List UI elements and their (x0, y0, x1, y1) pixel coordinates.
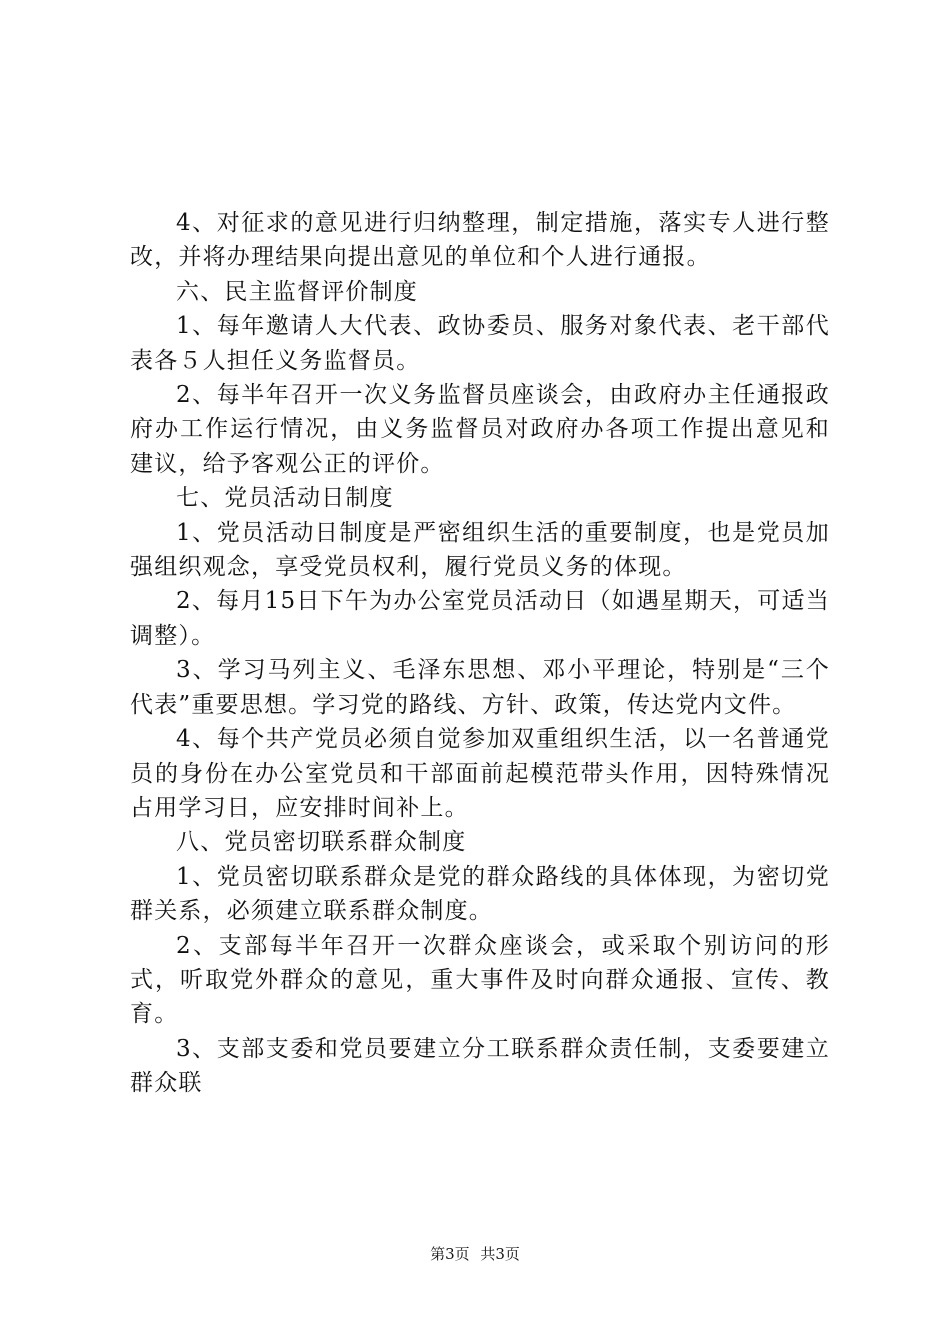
section-heading: 六、民主监督评价制度 (176, 278, 418, 305)
paragraph: 2、支部每半年召开一次群众座谈会，或采取个别访问的形式，听取党外群众的意见，重大事件及时向群众通报、宣传、教育。 (130, 932, 830, 1028)
page-footer (0, 1244, 950, 1264)
paragraph: 2、每月15日下午为办公室党员活动日（如遇星期天，可适当调整）。 (130, 588, 830, 649)
paragraph: 2、每半年召开一次义务监督员座谈会，由政府办主任通报政府办工作运行情况，由义务监督员对政府办各项工作提出意见和建议，给予客观公正的评价。 (130, 382, 830, 477)
paragraph: 4、每个共产党员必须自觉参加双重组织生活，以一名普通党员的身份在办公室党员和干部面前起模范带头作用，因特殊情况占用学习日，应安排时间补上。 (130, 726, 830, 821)
paragraph: 1、党员活动日制度是严密组织生活的重要制度，也是党员加强组织观念，享受党员权利，履行党员义务的体现。 (130, 519, 830, 581)
section-heading: 八、党员密切联系群众制度 (176, 829, 467, 856)
paragraph: 3、支部支委和党员要建立分工联系群众责任制，支委要建立群众联 (130, 1035, 830, 1097)
paragraph: 1、每年邀请人大代表、政协委员、服务对象代表、老干部代表各５人担任义务监督员。 (130, 313, 830, 374)
section-heading: 七、党员活动日制度 (176, 485, 394, 512)
paragraph: 4、对征求的意见进行归纳整理，制定措施，落实专人进行整改，并将办理结果向提出意见的单位和个人进行通报。 (130, 210, 830, 271)
total-page-count: 共3页 (480, 1245, 520, 1263)
document-body (130, 206, 830, 1101)
paragraph: 1、党员密切联系群众是党的群众路线的具体体现，为密切党群关系，必须建立联系群众制度。 (130, 863, 830, 925)
current-page-number: 第3页 (430, 1245, 470, 1263)
paragraph: 3、学习马列主义、毛泽东思想、邓小平理论，特别是“三个代表”重要思想。学习党的路线、方针、政策，传达党内文件。 (130, 657, 830, 718)
